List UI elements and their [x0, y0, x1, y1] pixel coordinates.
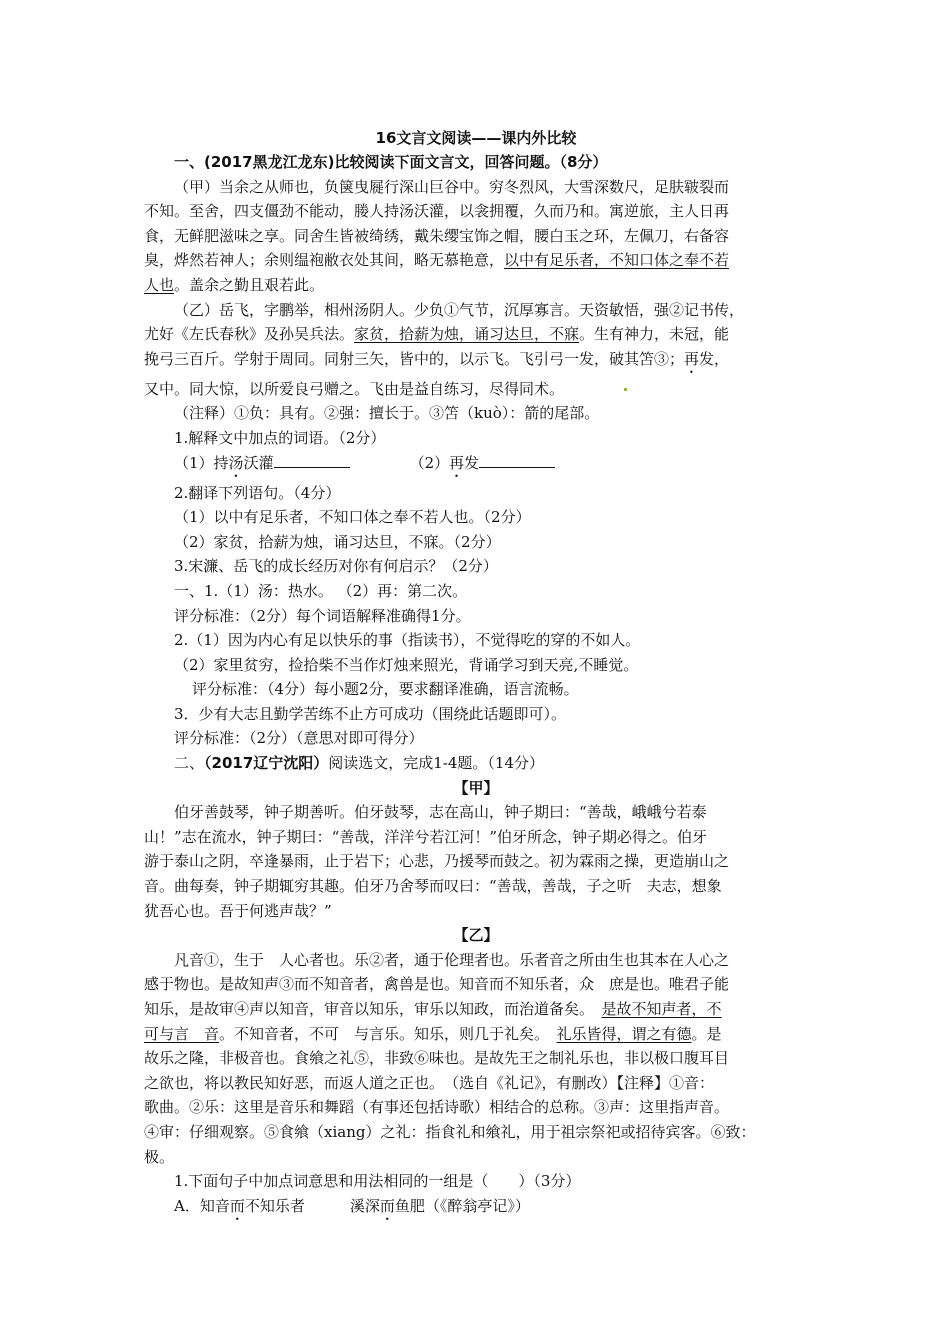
passage-jia-line: （甲）当余之从师也，负箧曳屣行深山巨谷中。穷冬烈风，大雪深数尺，足肤皲裂而 [174, 177, 730, 196]
heading-num: 二、 [174, 754, 205, 773]
passage-text: 。是 [691, 1024, 722, 1043]
answer-3: 3．少有大志且勤学苦练不止方可成功（围绕此话题即可）。 [174, 704, 567, 723]
q1b-text: 发 [464, 453, 480, 472]
section2-question-1: 1.下面句子中加点词意思和用法相同的一组是（ ）（3分） [174, 1172, 581, 1191]
answer-2b: （2）家里贫穷，捡拾柴不当作灯烛来照光，背诵学习到天亮,不睡觉。 [174, 655, 639, 674]
passage-line: 凡音①，生于 人心者也。乐②者，通于伦理者也。乐者音之所由生也其本在人心之 [174, 950, 730, 969]
answer-2-scoring: 评分标准：（4分）每小题2分，要求翻译准确，语言流畅。 [192, 680, 579, 699]
underlined-sentence: 可与言 音 [144, 1024, 220, 1043]
answer-blank[interactable] [479, 453, 555, 468]
answer-3-scoring: 评分标准：（2分）（意思对即可得分） [174, 729, 424, 748]
answer-1-scoring: 评分标准：（2分）每个词语解释准确得1分。 [174, 606, 471, 625]
annotation-note: （注释）①负：具有。②强：擅长于。③笘（kuò）：箭的尾部。 [174, 404, 600, 423]
dotted-word: 而 [379, 1196, 395, 1215]
document-title: 16文言文阅读——课内外比较 [375, 129, 577, 147]
passage-line: 游于泰山之阴，卒逢暴雨，止于岩下；心悲，乃援琴而鼓之。初为霖雨之操，更造崩山之 [144, 852, 730, 871]
passage-line: 音。曲每奏，钟子期辄穷其趣。伯牙乃舍琴而叹曰：“善哉，善哉，子之听 夫志，想象 [144, 877, 722, 896]
question-2b: （2）家贫，拾薪为烛，诵习达旦，不寐。（2分） [174, 532, 501, 551]
passage-line [144, 1022, 808, 1047]
passage-jia-line: 不知。至舍，四支僵劲不能动，媵人持汤沃灌，以衾拥覆，久而乃和。寓逆旅，主人日再 [144, 202, 730, 221]
passage-line: 犹吾心也。吾于何逃声哉？” [144, 901, 332, 920]
passage-line: 极。 [144, 1147, 175, 1166]
passage-yi-line: （乙）岳飞，字鹏举，相州汤阴人。少负①气节，沉厚寡言。天资敏悟，强②记书传， [174, 300, 745, 319]
answer-1: 一、1.（1）汤：热水。 （2）再：第二次。 [174, 581, 468, 600]
passage-line: ④审：仔细观察。⑤食飨（xiang）之礼：指食礼和飨礼，用于祖宗祭祀或招待宾客。⑥致： [144, 1122, 756, 1141]
passage-line: 伯牙善鼓琴，钟子期善听。伯牙鼓琴，志在高山，钟子期曰：“善哉，峨峨兮若泰 [174, 803, 707, 822]
dotted-word: 而 [229, 1196, 245, 1215]
document-page [144, 126, 808, 1224]
passage-line: 山！”志在流水，钟子期曰：“善哉，洋洋兮若江河！”伯牙所念，钟子期必得之。伯牙 [144, 827, 708, 846]
passage-jia-label: 【甲】 [453, 778, 499, 797]
passage-jia-line [144, 273, 808, 298]
option-text: 不知乐者 溪深 [244, 1196, 380, 1215]
answer-2a: 2.（1）因为内心有足以快乐的事（指读书），不觉得吃的穿的不如人。 [174, 631, 641, 650]
passage-jia-line: 食，无鲜肥滋味之享。同舍生皆被绮绣，戴朱缨宝饰之帽，腰白玉之环，左佩刀，右备容 [144, 226, 730, 245]
underlined-sentence: 人也 [144, 275, 175, 294]
passage-line: 故乐之隆，非极音也。食飨之礼⑤，非致⑥味也。是故先王之制礼乐也，非以极口腹耳目 [144, 1049, 730, 1068]
passage-text: 尤好《左氏春秋》及孙吴兵法。 [144, 325, 355, 344]
question-2: 2.翻译下列语句。（4分） [174, 483, 341, 502]
question-1: 1.解释文中加点的词语。（2分） [174, 428, 386, 447]
passage-line: 之欲也，将以教民知好恶，而返人道之正也。 （选自《礼记》，有删改）【注释】①音： [144, 1073, 715, 1092]
question-3: 3.宋濂、岳飞的成长经历对你有何启示？（2分） [174, 557, 498, 576]
section1-heading: 一、(2017黑龙江龙东)比较阅读下面文言文，回答问题。（8分） [174, 153, 608, 171]
underlined-sentence: 礼乐皆得，谓之有德 [556, 1024, 692, 1043]
q1b-text: （2） [409, 453, 450, 472]
answer-blank[interactable] [274, 453, 350, 468]
passage-text: 发， [699, 349, 730, 368]
heading-source: （2017辽宁沈阳） [204, 754, 329, 773]
heading-text: 阅读选文，完成1-4题。（14分） [328, 754, 545, 773]
underlined-sentence: 家贫，拾薪为烛，诵习达旦，不寐 [354, 325, 580, 344]
q1a-text: 沃灌 [243, 453, 274, 472]
passage-text: 。不知音者，不可 与言乐。知乐，则几于礼矣。 [219, 1024, 557, 1043]
option-text: 鱼肥（《醉翁亭记》） [394, 1196, 530, 1215]
passage-line: 感于物也。是故知声③而不知音者，禽兽是也。知音而不知乐者，众 庶是也。唯君子能 [144, 975, 730, 994]
passage-line [144, 997, 808, 1022]
dotted-word: 再 [449, 453, 465, 472]
question-2a: （1）以中有足乐者，不知口体之奉不若人也。（2分） [174, 508, 531, 527]
section2-heading [144, 751, 808, 776]
passage-jia-line [144, 248, 808, 273]
option-a [144, 1194, 808, 1224]
passage-yi-line [144, 322, 808, 347]
passage-text: 知乐，是故审④声以知音，审音以知乐，审乐以知政，而治道备矣。 [144, 1000, 602, 1018]
passage-text: 。生有神力，未冠，能 [579, 325, 730, 344]
q1a-text: （1）持 [174, 453, 229, 472]
passage-text: 挽弓三百斤。学射于周同。同射三矢，皆中的，以示飞。飞引弓一发，破其笘③； [144, 349, 685, 368]
passage-line: 歌曲。②乐：这里是音乐和舞蹈（有事还包括诗歌）相结合的总称。③声：这里指声音。 [144, 1098, 730, 1117]
passage-yi-line [144, 377, 808, 402]
dotted-word: 汤 [228, 453, 244, 472]
passage-text: 又中。同大惊，以所爱良弓赠之。飞由是益自练习，尽得同术。 [144, 379, 565, 398]
passage-text: 。盖余之勤且艰若此。 [174, 275, 325, 294]
stray-mark [624, 388, 627, 391]
option-text: A．知音 [174, 1196, 230, 1215]
dotted-word: 再 [684, 349, 700, 368]
passage-yi-line [144, 347, 808, 377]
question-1-items [144, 451, 808, 481]
passage-yi-label: 【乙】 [453, 926, 499, 945]
underlined-sentence: 是故不知声者，不 [601, 1000, 722, 1018]
passage-text: 臭，烨然若神人；余则缊袍敝衣处其间，略无慕艳意， [144, 251, 505, 270]
underlined-sentence: 以中有足乐者，不知口体之奉不若 [504, 251, 730, 270]
